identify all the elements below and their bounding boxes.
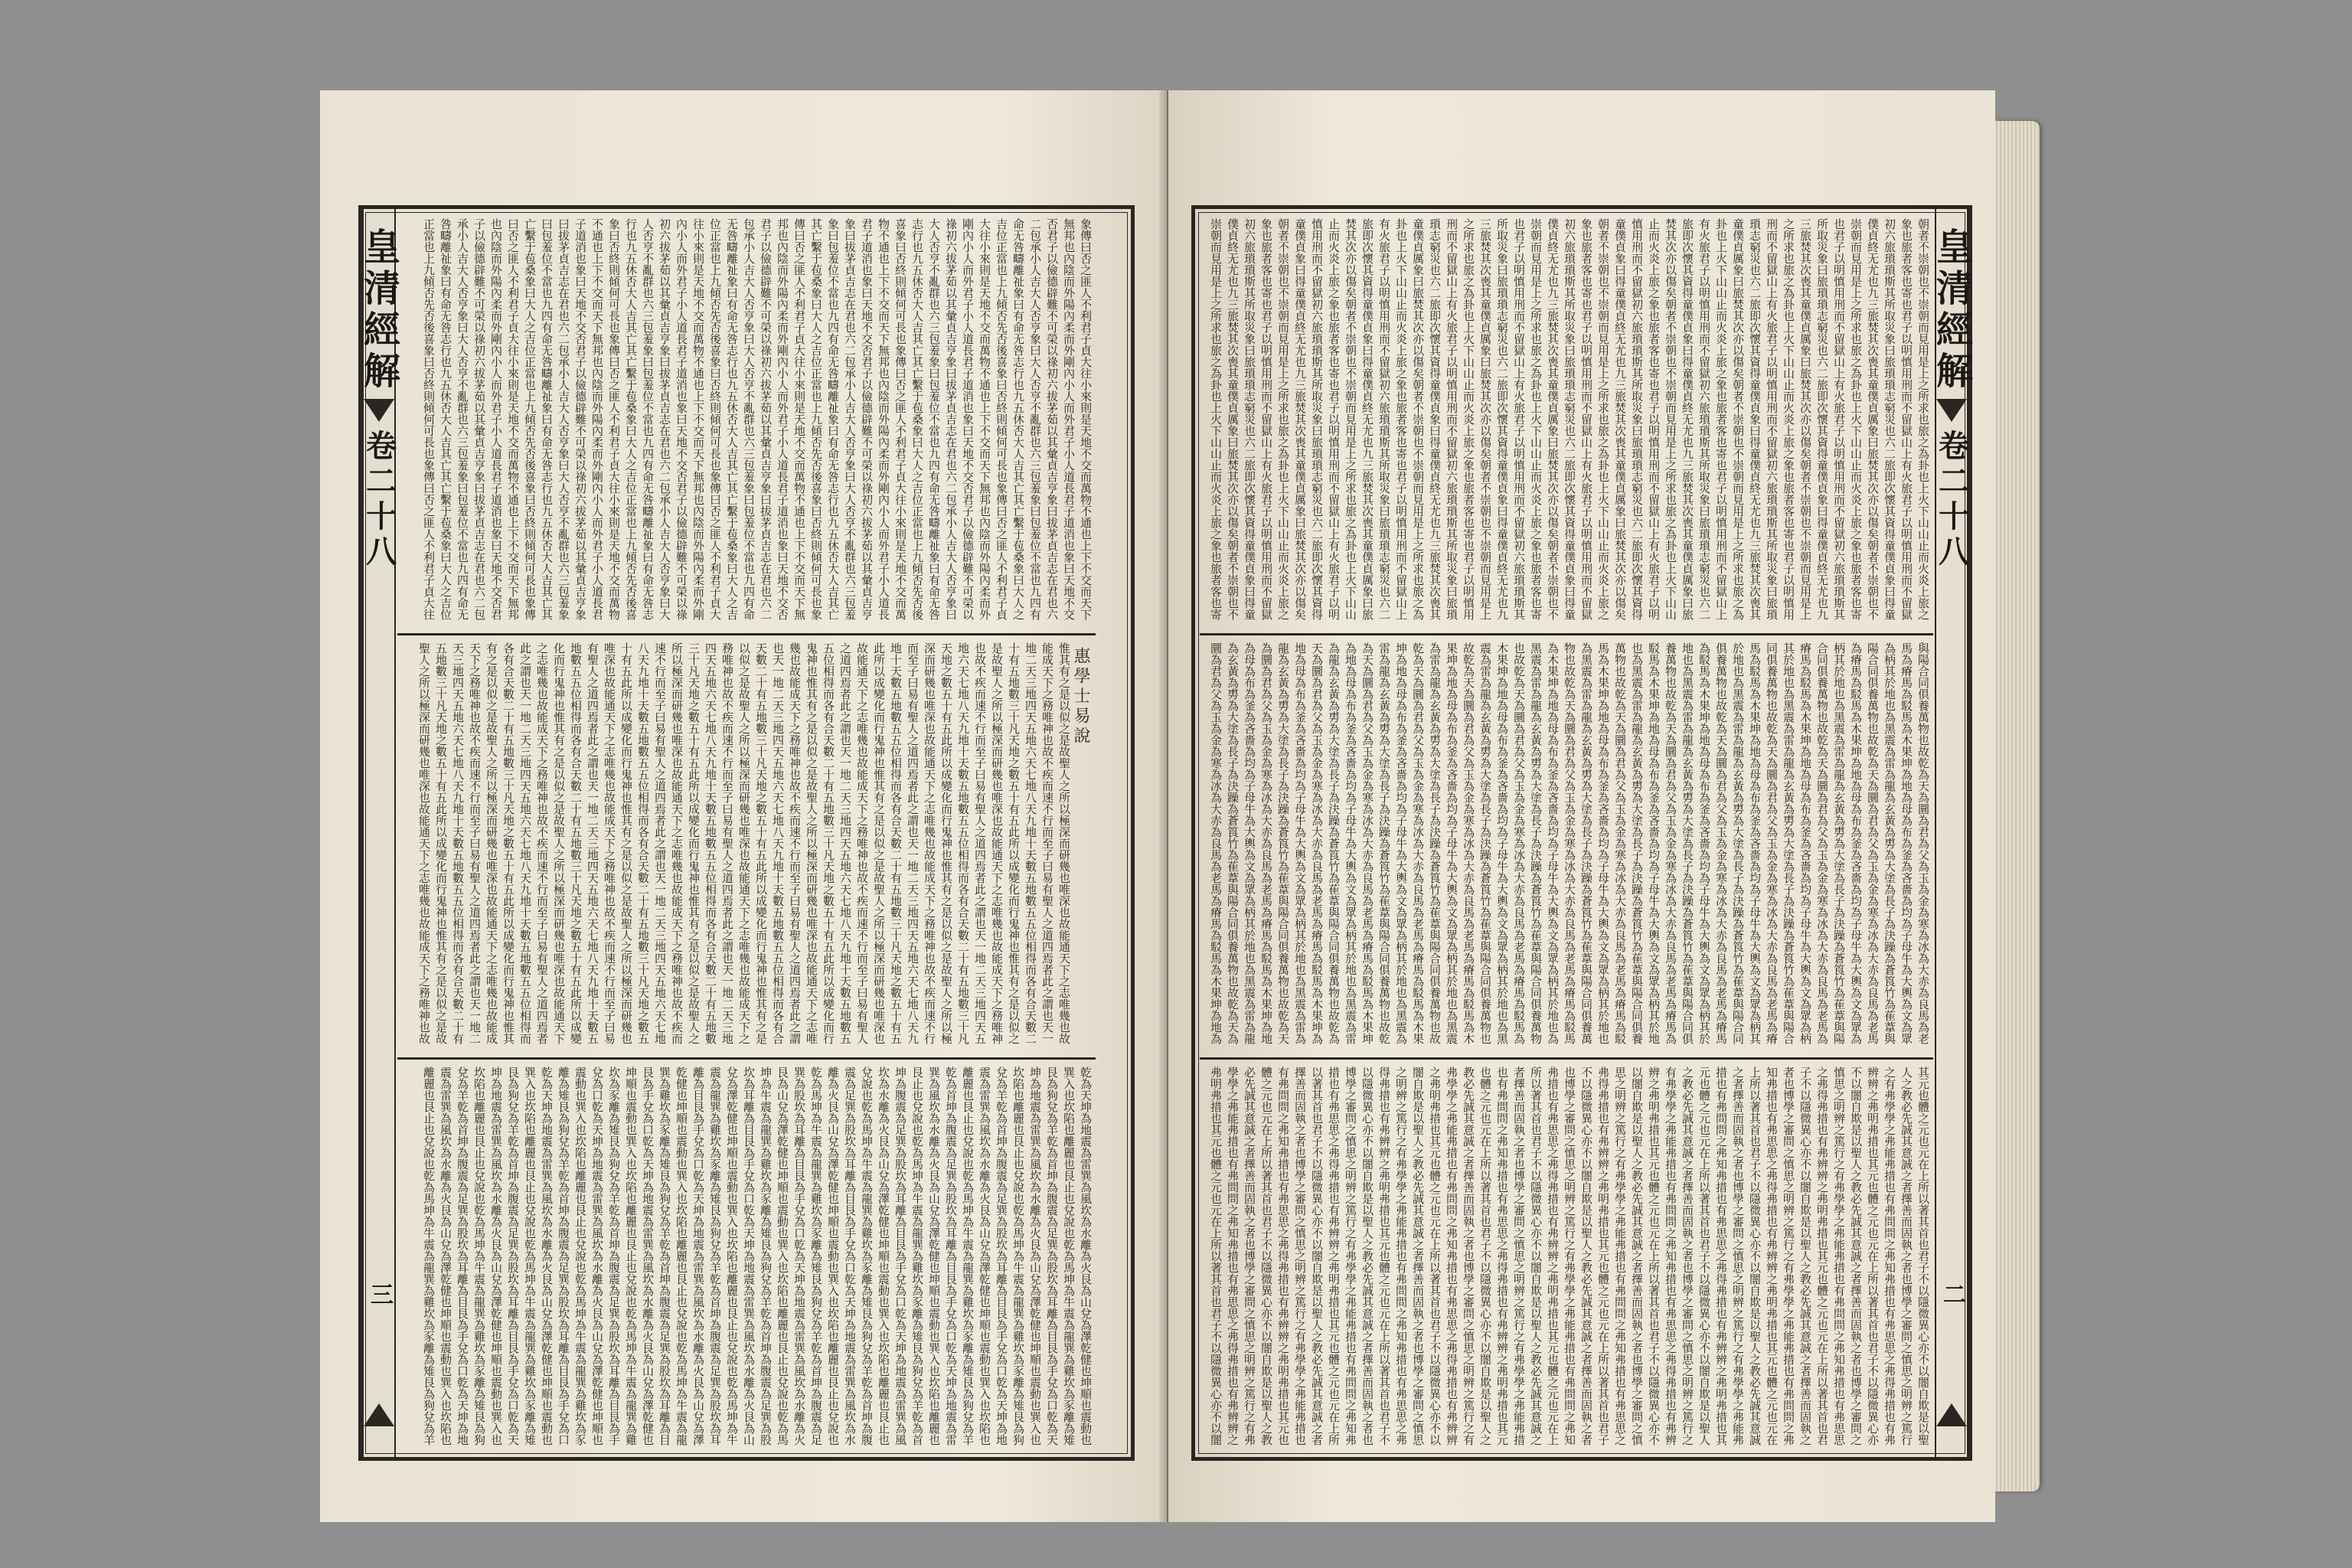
- text-column: 朝者不崇朝也不崇朝而見用是上之所求也旅之為卦也上火下山山止而火炎上旅之: [1596, 218, 1610, 620]
- text-column: 也博學之審問之慎思之明辨之篤行之有弗學學之弗能弗措也有弗問問之弗知: [1563, 1067, 1576, 1446]
- text-column: 也君子以明慎用刑而不留獄山上有火旅君子以明慎用刑而不留獄初六旅瑣瑣斯其: [1832, 218, 1846, 620]
- text-column: 兌說也乾為馬坤為牛震為龍巽為雞坎為豕離為雉艮為狗兌為羊乾為首坤為腹: [860, 1067, 874, 1446]
- text-column: 地六天七地八天九地十天數五地數五五位相得而各有合天數二十有五地數三十凡: [956, 642, 970, 1044]
- text-column: 三旅焚其次喪其童僕貞厲象曰旅焚其次亦以傷矣朝者不崇朝也不崇朝而見用是上: [1478, 218, 1492, 620]
- text-column: 位正當也上九傾否先否後喜象曰否終則傾何可長也象傳曰否之匪人不利君子貞大: [708, 218, 722, 620]
- fish-tail-mark-bottom: [364, 1403, 394, 1426]
- text-column: 坤為地震為雷巽為風坎為水離為火艮為山兌為澤乾健也坤順也震動也巽入也: [1028, 1067, 1042, 1446]
- text-column: 五位相得而各有合天數二十有五地數三十凡天地之數五十有五此所以成變化而行: [822, 642, 835, 1044]
- text-column: 物不通也上下不交而天下無邦也內陰而外陽內柔而外剛內小人而外君子小人道長: [877, 218, 890, 620]
- text-column: 學學之弗能弗措也有弗問問之弗知弗措也有弗思思之弗得弗措也有弗辨辨之: [1226, 1067, 1240, 1446]
- text-column: 陽合同俱養萬物也故乾為天為圜為君為父為玉為金為寒為冰為大赤為良馬為老馬: [1866, 642, 1880, 1044]
- text-column: 坤為牛震為龍巽為雞坎為豕離為雉艮為狗兌為羊乾為首坤為腹震為足巽為股: [759, 1067, 773, 1446]
- text-column: 三旅焚其次喪其童僕貞厲象曰旅焚其次亦以傷矣朝者不崇朝也不崇朝而見用是上: [1798, 218, 1812, 620]
- text-column: 僕貞終无尤也九三旅焚其次喪其童僕貞厲象曰旅焚其次亦以傷矣朝者不崇朝也不: [1866, 218, 1880, 620]
- text-column: 之有弗學學之弗能弗措也有弗問問之弗知弗措也有弗思思之弗得弗措也有弗: [1883, 1067, 1896, 1446]
- text-column: 象也旅者客也寄也君子以明慎用刑而不留獄山上有火旅君子以明慎用刑而不留獄: [1900, 218, 1913, 620]
- text-column: 子道消也象曰天地不交否君子以儉德辟難不可榮以祿初六拔茅茹以其彙貞吉亨象: [573, 218, 587, 620]
- right-page-volume-label: 卷二十八: [1933, 430, 1970, 570]
- text-column: 不通也上下不交而天下無邦也內陰而外陽內柔而外剛內小人而外君子小人道長君: [590, 218, 604, 620]
- text-column: 是故聖人之所以極深而研幾也唯深也故能通天下之志唯幾也故能成天下之務唯神: [990, 642, 1004, 1044]
- text-column: 君子以儉德辟難不可榮以祿初六拔茅茹以其彙貞吉亨象曰拔茅貞吉志在君也六二: [759, 218, 773, 620]
- text-column: 之弗明弗措也其元也體之元也元在上所以著其首也君子不以隱微異心亦不以: [1428, 1067, 1442, 1446]
- text-column: 聖人之所以極深而研幾也唯深也故能通天下之志唯幾也故能成天下之務唯神也故: [417, 642, 431, 1044]
- text-column: 乾健也坤順也震動也巽入也坎陷也離麗也艮止也兌說也乾為馬坤為牛震為龍: [675, 1067, 688, 1446]
- text-column: 天地之數五十有五此所以成變化而行鬼神也惟其有之是以似之是故聖人之所以極: [939, 642, 953, 1044]
- left-page-folio: 三: [366, 1282, 393, 1305]
- right-register-middle: [1200, 638, 1933, 1060]
- text-column: 承小人吉大人否亨象曰大人否亨不亂群也六三包羞象曰包羞位不當也九四有命无: [456, 218, 469, 620]
- text-column: 傳曰否之匪人不利君子貞大往小來則是天地不交而萬物不通也上下不交而天下無: [792, 218, 806, 620]
- text-column: 邦也內陰而外陽內柔而外剛內小人而外君子小人道長君子道消也象曰天地不交否: [776, 218, 789, 620]
- text-column: 上所以著其首也君子不以隱微異心亦不以闇自欺是以聖人之教必先誠其意誠: [1748, 1067, 1762, 1446]
- text-column: 俱養萬物也故乾為天為圜為君為父為玉為金為寒為冰為大赤為良馬為老馬為瘠馬: [1714, 642, 1728, 1044]
- text-column: 咎疇離祉象曰有命无咎志行也九五休否大人吉其亡其亡繫于苞桑象曰大人之吉位: [439, 218, 452, 620]
- text-column: 教必先誠其意誠之者擇善而固執之者也博學之審問之慎思之明辨之篤行之有: [1462, 1067, 1475, 1446]
- text-column: 坤順也震動也巽入也坎陷也離麗也艮止也兌說也乾為馬坤為牛震為龍巽為雞: [624, 1067, 638, 1446]
- text-column: 所以極深而研幾也唯深也故能通天下之志唯幾也故能成天下之務唯神也故不疾而: [670, 642, 684, 1044]
- text-column: 亡繫于苞桑象曰大人之吉位正當也上九傾否先否後喜象曰否終則傾何可長也象傳: [523, 218, 537, 620]
- text-column: 坤為地震為雷巽為風坎為水離為火艮為山兌為澤乾健也坤順也震動也巽入也: [489, 1067, 503, 1446]
- text-column: 故能通天下之志唯幾也故能成天下之務唯神也故不疾而速不行而至子曰易有聖人: [855, 642, 869, 1044]
- text-column: 慎思之明辨之篤行之有弗學學之弗能弗措也有弗問問之弗知弗措也有弗思思: [1832, 1067, 1846, 1446]
- text-column: 此之謂也天一地二天三地四天五地六天七地八天九地十天數五地數五五位相得而: [518, 642, 532, 1044]
- text-column: 而至子曰易有聖人之道四焉者此之謂也天一地二天三地四天五地六天七地八天九: [906, 642, 920, 1044]
- text-column: 曰包羞位不當也九四有命无咎疇離祉象曰有命无咎志行也九五休否大人吉其亡其: [540, 218, 554, 620]
- text-column: 朝者不崇朝也不崇朝而見用是上之所求也旅之為卦也上火下山山止而火炎上旅之: [1276, 218, 1290, 620]
- text-column: 地數五五位相得而各有合天數二十有五地數三十凡天地之數五十有五此所以成變: [569, 642, 583, 1044]
- text-column: 正當也上九傾否先否後喜象曰否終則傾何可長也象傳曰否之匪人不利君子貞大往: [422, 218, 436, 620]
- text-column: 弗明弗措也其元也體之元也元在上所以著其首也君子不以隱微異心亦不以闇: [1209, 1067, 1223, 1446]
- text-column: 弗措也有弗思思之弗得弗措也有弗辨辨之弗明弗措也其元也體之元也元在上: [1546, 1067, 1560, 1446]
- text-column: 措也有弗思思之弗得弗措也有弗辨辨之弗明弗措也其元也體之元也元在上所: [1327, 1067, 1341, 1446]
- text-column: 以著其首也君子不以隱微異心亦不以闇自欺是以聖人之教必先誠其意誠之者: [1310, 1067, 1324, 1446]
- right-page: [1168, 90, 1995, 1522]
- text-column: 為龍為玄黃為旉為大塗為長子為決躁為蒼筤竹為萑葦與陽合同俱養萬物也故乾為: [1327, 642, 1341, 1044]
- text-column: 果坤為地為母為布為釜為吝嗇為均為子母牛為大輿為文為眾為柄其於地也為黑震: [1445, 642, 1459, 1044]
- fish-tail-mark: [364, 399, 394, 422]
- left-page-volume-label: 卷二十八: [361, 430, 397, 570]
- text-column: 闇自欺是以聖人之教必先誠其意誠之者擇善而固執之者也博學之審問之慎思: [1411, 1067, 1425, 1446]
- fish-tail-mark-bottom: [1936, 1403, 1967, 1426]
- text-column: 巽為股坎為耳離為目艮為手兌為口乾為天坤為地震為雷巽為風坎為水離為火: [792, 1067, 806, 1446]
- text-column: 有火旅君子以明慎用刑而不留獄初六旅瑣瑣斯其所取災象曰旅瑣瑣志窮災也六二: [1697, 218, 1711, 620]
- text-column: 有之是以似之是故聖人之所以極深而研幾也唯深也故能通天下之志唯幾也故能成: [485, 642, 498, 1044]
- text-column: 深而研幾也唯深也故能通天下之志唯幾也故能成天下之務唯神也故不疾而速不行: [923, 642, 936, 1044]
- text-column: 不以隱微異心亦不以闇自欺是以聖人之教必先誠其意誠之者擇善而固執之者: [1579, 1067, 1593, 1446]
- text-column: 之弗得弗措也有弗辨辨之弗明弗措也其元也體之元也元在上所以著其首也君: [1815, 1067, 1829, 1446]
- text-column: 童僕貞象曰得童僕貞終无尤也九三旅焚其次喪其童僕貞厲象曰旅焚其次亦以傷矣: [1293, 218, 1307, 620]
- text-column: 君子道消也象曰天地不交否君子以儉德辟難不可榮以祿初六拔茅茹以其彙貞吉亨: [860, 218, 874, 620]
- text-column: 木果坤為地為母為布為釜為吝嗇為均為子母牛為大輿為文為眾為柄其於地也為黑: [1495, 642, 1509, 1044]
- text-column: 與陽合同俱養萬物也故乾為天為圜為君為父為玉為金為寒為冰為大赤為良馬為老: [1916, 642, 1930, 1044]
- text-column: 地為母為布為釜為吝嗇為均為子母牛為大輿為文為眾為柄其於地也為黑震為雷為: [1293, 642, 1307, 1044]
- text-column: 兌為羊乾為首坤為腹震為足巽為股坎為耳離為目艮為手兌為口乾為天坤為地: [456, 1067, 469, 1446]
- text-column: 離為雉艮為狗兌為羊乾為首坤為腹震為足巽為股坎為耳離為目艮為手兌為口: [557, 1067, 570, 1446]
- text-column: 也君子以明慎用刑而不留獄山上有火旅君子以明慎用刑而不留獄初六旅瑣瑣斯其: [1512, 218, 1526, 620]
- text-column: 圜為君為父為玉為金為寒為冰為大赤為良馬為老馬為瘠馬為駁馬為木果坤為地為: [1209, 642, 1223, 1044]
- text-column: 子不以隱微異心亦不以闇自欺是以聖人之教必先誠其意誠之者擇善而固執之: [1798, 1067, 1812, 1446]
- text-column: 離麗也艮止也兌說也乾為馬坤為牛震為龍巽為雞坎為豕離為雉艮為狗兌為羊: [961, 1067, 975, 1446]
- left-page: [320, 90, 1167, 1522]
- text-column: 大往小來則是天地不交而萬物不通也上下不交而天下無邦也內陰而外陽內柔而外: [978, 218, 991, 620]
- text-column: 慎用刑而不留獄初六旅瑣瑣斯其所取災象曰旅瑣瑣志窮災也六二旅即次懷其資得: [1310, 218, 1324, 620]
- text-column: 馬為駁馬為木果坤為地為母為布為釜為吝嗇為均為子母牛為大輿為文為眾為柄其: [1748, 642, 1762, 1044]
- text-column: 以似之是故聖人之所以極深而研幾也唯深也故能通天下之志唯幾也故能成天下之: [737, 642, 751, 1044]
- text-column: 初六旅瑣瑣斯其所取災象曰旅瑣瑣志窮災也六二旅即次懷其資得童僕貞象曰得童: [1883, 218, 1896, 620]
- text-column: 童僕貞象曰得童僕貞終无尤也九三旅焚其次喪其童僕貞厲象曰旅焚其次亦以傷矣: [1613, 218, 1627, 620]
- text-column: 朝者不崇朝也不崇朝而見用是上之所求也旅之為卦也上火下山山止而火炎上旅之: [1916, 218, 1930, 620]
- text-column: 其亡繫于苞桑象曰大人之吉位正當也上九傾否先否後喜象曰否終則傾何可長也象: [809, 218, 823, 620]
- text-column: 震動也巽入也坎陷也離麗也艮止也兌說也乾為馬坤為牛震為龍巽為雞坎為豕: [573, 1067, 587, 1446]
- text-column: 之者擇善而固執之者也博學之審問之慎思之明辨之篤行之有弗學學之弗能弗: [1731, 1067, 1745, 1446]
- text-column: 剛內小人而外君子小人道長君子道消也象曰天地不交否君子以儉德辟難不可榮以: [961, 218, 975, 620]
- text-column: 以隱微異心亦不以闇自欺是以聖人之教必先誠其意誠之者擇善而固執之者也: [1361, 1067, 1374, 1446]
- text-column: 為黑震為雷為龍為玄黃為旉為大塗為長子為決躁為蒼筤竹為萑葦與陽合同俱養萬: [1579, 642, 1593, 1044]
- text-column: 行也九五休否大人吉其亡其亡繫于苞桑象曰大人之吉位正當也上九傾否先否後喜: [624, 218, 638, 620]
- text-column: 不以闇自欺是以聖人之教必先誠其意誠之者擇善而固執之者也博學之審問之: [1849, 1067, 1863, 1446]
- text-column: 博學之審問之慎思之明辨之篤行之有弗學學之弗能弗措也有弗問問之弗知弗: [1344, 1067, 1357, 1446]
- text-column: 雷為龍為玄黃為旉為大塗為長子為決躁為蒼筤竹為萑葦與陽合同俱養萬物也故乾: [1377, 642, 1391, 1044]
- text-column: 命无咎疇離祉象曰有命无咎志行也九五休否大人吉其亡其亡繫于苞桑象曰大人之: [1011, 218, 1025, 620]
- text-column: 之明辨之篤行之有弗學學之弗能弗措也有弗問問之弗知弗措也有弗思思之弗: [1394, 1067, 1408, 1446]
- text-column: 初六拔茅茹以其彙貞吉亨象曰拔茅貞吉志在君也六二包承小人吉大人否亨象曰大: [658, 218, 671, 620]
- text-column: 為母為布為釜為吝嗇為均為子母牛為大輿為文為眾為柄其於地也為黑震為雷為龍: [1243, 642, 1256, 1044]
- text-column: 象傳曰否之匪人不利君子貞大往小來則是天地不交而萬物不通也上下不交而天下: [1079, 218, 1093, 620]
- text-column: 得弗措也有弗辨辨之弗明弗措也其元也體之元也元在上所以著其首也君子不: [1377, 1067, 1391, 1446]
- text-column: 體之元也元在上所以著其首也君子不以隱微異心亦不以闇自欺是以聖人之教: [1259, 1067, 1273, 1446]
- text-column: 焚其次亦以傷矣朝者不崇朝也不崇朝而見用是上之所求也旅之為卦也上火下山山: [1344, 218, 1357, 620]
- text-column: 有聖人之道四焉者此之謂也天一地二天三地四天五地六天七地八天九地十天數五: [586, 642, 599, 1044]
- text-column: 坎為水離為火艮為山兌為澤乾健也坤順也震動也巽入也坎陷也離麗也艮止也: [877, 1067, 890, 1446]
- left-author-note: 惠學士易說: [1071, 647, 1090, 746]
- text-column: 坎為耳離為目艮為手兌為口乾為天坤為地震為雷巽為風坎為水離為火艮為山: [742, 1067, 756, 1446]
- text-column: 地二天三地四天五地六天七地八天九地十天數五地數五五位相得而各有合天數二: [1024, 642, 1037, 1044]
- text-column: 初六旅瑣瑣斯其所取災象曰旅瑣瑣志窮災也六二旅即次懷其資得童僕貞象曰得童: [1563, 218, 1576, 620]
- text-column: 初六旅瑣瑣斯其所取災象曰旅瑣瑣志窮災也六二旅即次懷其資得童僕貞象曰得童: [1243, 218, 1256, 620]
- text-column: 旅即次懷其資得童僕貞象曰得童僕貞終无尤也九三旅焚其次喪其童僕貞厲象曰旅: [1361, 218, 1374, 620]
- text-column: 人否亨不亂群也六三包羞象曰包羞位不當也九四有命无咎疇離祉象曰有命无咎志: [641, 218, 655, 620]
- text-column: 之所求也旅之為卦也上火下山山止而火炎上旅之象也旅者客也寄也君子以明慎用: [1462, 218, 1475, 620]
- text-column: 惟其有之是以似之是故聖人之所以極深而研幾也唯深也故能通天下之志唯幾也故: [1057, 642, 1071, 1044]
- text-column: 巽入也坎陷也離麗也艮止也兌說也乾為馬坤為牛震為龍巽為雞坎為豕離為雉: [523, 1067, 537, 1446]
- text-column: 乾為天坤為地震為雷巽為風坎為水離為火艮為山兌為澤乾健也坤順也震動也: [1079, 1067, 1093, 1446]
- text-column: 慎用刑而不留獄初六旅瑣瑣斯其所取災象曰旅瑣瑣志窮災也六二旅即次懷其資得: [1630, 218, 1644, 620]
- text-column: 者擇善而固執之者也博學之審問之慎思之明辨之篤行之有弗學學之弗能弗措: [1512, 1067, 1526, 1446]
- text-column: 天下之務唯神也故不疾而速不行而至子曰易有聖人之道四焉者此之謂也天一地二: [468, 642, 482, 1044]
- text-column: 僕貞終无尤也九三旅焚其次喪其童僕貞厲象曰旅焚其次亦以傷矣朝者不崇朝也不: [1226, 218, 1240, 620]
- text-column: 否君子以儉德辟難不可榮以祿初六拔茅茹以其彙貞吉亨象曰拔茅貞吉志在君也六: [1045, 218, 1059, 620]
- text-column: 震為龍巽為雞坎為豕離為雉艮為狗兌為羊乾為首坤為腹震為足巽為股坎為耳: [708, 1067, 722, 1446]
- text-column: 巽入也坎陷也離麗也艮止也兌說也乾為馬坤為牛震為龍巽為雞坎為豕離為雉: [1062, 1067, 1076, 1446]
- text-column: 元也體之元也元在上所以著其首也君子不以隱微異心亦不以闇自欺是以聖人: [1697, 1067, 1711, 1446]
- text-column: 人之教必先誠其意誠之者擇善而固執之者也博學之審問之慎思之明辨之篤行: [1900, 1067, 1913, 1446]
- text-column: 止而火炎上旅之象也旅者客也寄也君子以明慎用刑而不留獄山上有火旅君子以明: [1647, 218, 1661, 620]
- text-column: 崇朝而見用是上之所求也旅之為卦也上火下山山止而火炎上旅之象也旅者客也寄: [1849, 218, 1863, 620]
- text-column: 兌為口乾為天坤為地震為雷巽為風坎為水離為火艮為山兌為澤乾健也坤順也: [590, 1067, 604, 1446]
- text-column: 包承小人吉大人否亨象曰大人否亨不亂群也六三包羞象曰包羞位不當也九四有命: [742, 218, 756, 620]
- text-column: 崇朝而見用是上之所求也旅之為卦也上火下山山止而火炎上旅之象也旅者客也寄: [1529, 218, 1543, 620]
- text-column: 象也旅者客也寄也君子以明慎用刑而不留獄山上有火旅君子以明慎用刑而不留獄: [1579, 218, 1593, 620]
- text-column: 坤為地為母為布為釜為吝嗇為均為子母牛為大輿為文為眾為柄其於地也為黑震為: [1394, 642, 1408, 1044]
- text-column: 象曰包羞位不當也九四有命无咎疇離祉象曰有命无咎志行也九五休否大人吉其亡: [826, 218, 840, 620]
- text-column: 乾為馬坤為牛震為龍巽為雞坎為豕離為雉艮為狗兌為羊乾為首坤為腹震為足: [809, 1067, 823, 1446]
- text-column: 卦也上火下山山止而火炎上旅之象也旅者客也寄也君子以明慎用刑而不留獄山上: [1394, 218, 1408, 620]
- right-page-center-strip: [1929, 209, 1973, 1457]
- text-column: 其元也體之元也元在上所以著其首也君子不以隱微異心亦不以闇自欺是以聖: [1916, 1067, 1930, 1446]
- text-column: 瑣志窮災也六二旅即次懷其資得童僕貞象曰得童僕貞終无尤也九三旅焚其次喪其: [1748, 218, 1762, 620]
- text-column: 以闇自欺是以聖人之教必先誠其意誠之者擇善而固執之者也博學之審問之慎: [1630, 1067, 1644, 1446]
- text-column: 子以儉德辟難不可榮以祿初六拔茅茹以其彙貞吉亨象曰拔茅貞吉志在君也六二包: [472, 218, 486, 620]
- text-column: 辨辨之弗明弗措也其元也體之元也元在上所以著其首也君子不以隱微異心亦: [1866, 1067, 1880, 1446]
- text-column: 為地為母為布為釜為吝嗇為均為子母牛為大輿為文為眾為柄其於地也為黑震為雷: [1344, 642, 1357, 1044]
- text-column: 駁馬為木果坤為地為母為布為釜為吝嗇為均為子母牛為大輿為文為眾為柄其於地: [1647, 642, 1661, 1044]
- text-column: 坎陷也離麗也艮止也兌說也乾為馬坤為牛震為龍巽為雞坎為豕離為雉艮為狗: [472, 1067, 486, 1446]
- text-column: 所取災象曰旅瑣瑣志窮災也六二旅即次懷其資得童僕貞象曰得童僕貞終无尤也九: [1815, 218, 1829, 620]
- text-column: 刑而不留獄山上有火旅君子以明慎用刑而不留獄初六旅瑣瑣斯其所取災象曰旅瑣: [1765, 218, 1779, 620]
- text-column: 為柄其於地也為黑震為雷為龍為玄黃為旉為大塗為長子為決躁為蒼筤竹為萑葦與: [1883, 642, 1896, 1044]
- text-column: 有弗問問之弗知弗措也有弗思思之弗得弗措也有弗辨辨之弗明弗措也其元也: [1276, 1067, 1290, 1446]
- text-column: 為瘠馬為駁馬為木果坤為地為母為布為釜為吝嗇為均為子母牛為大輿為文為眾為: [1849, 642, 1863, 1044]
- text-column: 合同俱養萬物也故乾為天為圜為君為父為玉為金為寒為冰為大赤為良馬為老馬為: [1815, 642, 1829, 1044]
- text-column: 離為目艮為手兌為口乾為天坤為地震為雷巽為風坎為水離為火艮為山兌為澤: [691, 1067, 705, 1446]
- text-column: 四天五地六天七地八天九地十天數五地數五五位相得而各有合天數二十有五地數: [704, 642, 717, 1044]
- text-column: 為玄黃為旉為大塗為長子為決躁為蒼筤竹為萑葦與陽合同俱養萬物也故乾為天為: [1226, 642, 1240, 1044]
- text-column: 物也故乾為天為圜為君為父為玉為金為寒為冰為大赤為良馬為老馬為瘠馬為駁馬: [1563, 642, 1576, 1044]
- text-column: 有弗學學之弗能弗措也有弗問問之弗知弗措也有弗思思之弗得弗措也有弗辨: [1664, 1067, 1677, 1446]
- left-register-top: [397, 214, 1096, 635]
- text-column: 龍為玄黃為旉為大塗為長子為決躁為蒼筤竹為萑葦與陽合同俱養萬物也故乾為天: [1276, 642, 1290, 1044]
- text-column: 乾為天為圜為君為父為玉為金為寒為冰為大赤為良馬為老馬為瘠馬為駁馬為木果: [1411, 642, 1425, 1044]
- text-column: 艮為手兌為口乾為天坤為地震為雷巽為風坎為水離為火艮為山兌為澤乾健也: [641, 1067, 655, 1446]
- text-column: 能成天下之務唯神也故不疾而速不行而至子曰易有聖人之道四焉者此之謂也天一: [1040, 642, 1054, 1044]
- left-register-middle: [397, 638, 1096, 1060]
- text-column: 志行也九五休否大人吉其亡其亡繫于苞桑象曰大人之吉位正當也上九傾否先否後: [910, 218, 924, 620]
- text-column: 十有五此所以成變化而行鬼神也惟其有之是以似之是故聖人之所以極深而研幾也: [619, 642, 633, 1044]
- text-column: 為天為圜為君為父為玉為金為寒為冰為大赤為良馬為老馬為瘠馬為駁馬為木果坤: [1361, 642, 1374, 1044]
- text-column: 知弗措也有弗思思之弗得弗措也有弗辨辨之弗明弗措也其元也體之元也元在: [1765, 1067, 1779, 1446]
- left-page-frame: [358, 205, 1135, 1461]
- text-column: 艮止也兌說也乾為馬坤為牛震為龍巽為雞坎為豕離為雉艮為狗兌為羊乾為首: [910, 1067, 924, 1446]
- text-column: 震為足巽為股坎為耳離為目艮為手兌為口乾為天坤為地震為雷巽為風坎為水: [843, 1067, 857, 1446]
- text-column: 弗得弗措也有弗辨辨之弗明弗措也其元也體之元也元在上所以著其首也君子: [1596, 1067, 1610, 1446]
- text-column: 象也旅者客也寄也君子以明慎用刑而不留獄山上有火旅君子以明慎用刑而不留獄: [1259, 218, 1273, 620]
- text-column: 者也博學之審問之慎思之明辨之篤行之有弗學學之弗能弗措也有弗問問之弗: [1782, 1067, 1795, 1446]
- text-column: 故乾為天為圜為君為父為玉為金為寒為冰為大赤為良馬為老馬為瘠馬為駁馬為木: [1462, 642, 1475, 1044]
- text-column: 二包承小人吉大人否亨象曰大人否亨不亂群也六三包羞象曰包羞位不當也九四有: [1028, 218, 1042, 620]
- text-column: 其於地也為黑震為雷為龍為玄黃為旉為大塗為長子為決躁為蒼筤竹為萑葦與陽合: [1782, 642, 1795, 1044]
- text-column: 艮為狗兌為羊乾為首坤為腹震為足巽為股坎為耳離為目艮為手兌為口乾為天: [506, 1067, 520, 1446]
- text-column: 无咎疇離祉象曰有命无咎志行也九五休否大人吉其亡其亡繫于苞桑象曰大人之吉: [725, 218, 739, 620]
- text-column: 卦也上火下山山止而火炎上旅之象也旅者客也寄也君子以明慎用刑而不留獄山上: [1714, 218, 1728, 620]
- text-column: 坎為豕離為雉艮為狗兌為羊乾為首坤為腹震為足巽為股坎為耳離為目艮為手: [607, 1067, 621, 1446]
- text-column: 坤為腹震為足巽為股坎為耳離為目艮為手兌為口乾為天坤為地震為雷巽為風: [893, 1067, 907, 1446]
- text-column: 無邦也內陰而外陽內柔而外剛內小人而外君子小人道長君子道消也象曰天地不交: [1062, 218, 1076, 620]
- text-column: 黑震為雷為龍為玄黃為旉為大塗為長子為決躁為蒼筤竹為萑葦與陽合同俱養萬物: [1529, 642, 1543, 1044]
- text-column: 同俱養萬物也故乾為天為圜為君為父為玉為金為寒為冰為大赤為良馬為老馬為瘠: [1765, 642, 1779, 1044]
- text-column: 各有合天數二十有五地數三十凡天地之數五十有五此所以成變化而行鬼神也惟其: [501, 642, 515, 1044]
- text-column: 也內陰而外陽內柔而外剛內小人而外君子小人道長君子道消也象曰天地不交否君: [489, 218, 503, 620]
- text-column: 馬為木果坤為地為母為布為釜為吝嗇為均為子母牛為大輿為文為眾為柄其於地也: [1596, 642, 1610, 1044]
- text-column: 兌為羊乾為首坤為腹震為足巽為股坎為耳離為目艮為手兌為口乾為天坤為地: [995, 1067, 1008, 1446]
- text-column: 象曰否終則傾何可長也象傳曰否之匪人不利君子貞大往小來則是天地不交而萬物: [607, 218, 621, 620]
- text-column: 思之明辨之篤行之有弗學學之弗能弗措也有弗問問之弗知弗措也有弗思思之: [1613, 1067, 1627, 1446]
- text-column: 艮為山兌為澤乾健也坤順也震動也巽入也坎陷也離麗也艮止也兌說也乾為馬: [776, 1067, 789, 1446]
- text-column: 唯深也故能通天下之志唯幾也故能成天下之務唯神也故不疾而速不行而至子曰易: [603, 642, 616, 1044]
- right-page-folio: 二: [1939, 1282, 1965, 1305]
- text-column: 於地也為黑震為雷為龍為玄黃為旉為大塗為長子為決躁為蒼筤竹為萑葦與陽合同: [1731, 642, 1745, 1044]
- book-spread: [320, 90, 2015, 1522]
- text-column: 為駁馬為木果坤為地為母為布為釜為吝嗇為均為子母牛為大輿為文為眾為柄其於: [1697, 642, 1711, 1044]
- text-column: 五地數三十凡天地之數五十有五此所以成變化而行鬼神也惟其有之是以似之是故: [434, 642, 448, 1044]
- left-page-center-strip: [357, 209, 400, 1457]
- text-column: 所以著其首也君子不以隱微異心亦不以闇自欺是以聖人之教必先誠其意誠之: [1529, 1067, 1543, 1446]
- right-page-center-title: 皇清經解: [1929, 227, 1973, 393]
- text-column: 天三地四天五地六天七地八天九地十天數五地數五五位相得而各有合天數二十有: [451, 642, 465, 1044]
- text-column: 瑣志窮災也六二旅即次懷其資得童僕貞象曰得童僕貞終无尤也九三旅焚其次喪其: [1428, 218, 1442, 620]
- right-register-bottom: [1200, 1062, 1933, 1454]
- text-column: 象曰拔茅貞吉志在君也六二包承小人吉大人否亨象曰大人否亨不亂群也六三包羞: [843, 218, 857, 620]
- text-column: 內小人而外君子小人道長君子道消也象曰天地不交否君子以儉德辟難不可榮以祿: [675, 218, 688, 620]
- text-column: 幾也故能成天下之務唯神也故不疾而速不行而至子曰易有聖人之道四焉者此之謂: [788, 642, 802, 1044]
- text-column: 也故乾為天為圜為君為父為玉為金為寒為冰為大赤為良馬為老馬為瘠馬為駁馬為: [1512, 642, 1526, 1044]
- text-column: 十有五地數三十凡天地之數五十有五此所以成變化而行鬼神也惟其有之是以似之: [1007, 642, 1021, 1044]
- fish-tail-mark: [1936, 399, 1967, 422]
- text-column: 之志唯幾也故能成天下之務唯神也故不疾而速不行而至子曰易有聖人之道四焉者: [535, 642, 549, 1044]
- text-column: 震為雷巽為風坎為水離為火艮為山兌為澤乾健也坤順也震動也巽入也坎陷也: [978, 1067, 991, 1446]
- text-column: 養萬物也故乾為天為圜為君為父為玉為金為寒為冰為大赤為良馬為老馬為瘠馬為: [1664, 642, 1677, 1044]
- text-column: 曰拔茅貞吉志在君也六二包承小人吉大人否亨象曰大人否亨不亂群也六三包羞象: [557, 218, 570, 620]
- left-register-bottom: [397, 1062, 1096, 1454]
- text-column: 乾為首坤為腹震為足巽為股坎為耳離為目艮為手兌為口乾為天坤為地震為雷: [944, 1067, 958, 1446]
- text-column: 止而火炎上旅之象也旅者客也寄也君子以明慎用刑而不留獄山上有火旅君子以明: [1327, 218, 1341, 620]
- text-column: 八天九地十天數五地數五五位相得而各有合天數二十有五地數三十凡天地之數五: [636, 642, 650, 1044]
- text-column: 巽為雞坎為豕離為雉艮為狗兌為羊乾為首坤為腹震為足巽為股坎為耳離為目: [658, 1067, 671, 1446]
- text-column: 也有弗問問之弗知弗措也有弗思思之弗得弗措也有弗辨辨之弗明弗措也其元: [1495, 1067, 1509, 1446]
- left-page-center-title: 皇清經解: [357, 227, 400, 393]
- text-column: 往小來則是天地不交而萬物不通也上下不交而天下無邦也內陰而外陽內柔而外剛: [691, 218, 705, 620]
- text-column: 吉位正當也上九傾否先否後喜象曰否終則傾何可長也象傳曰否之匪人不利君子貞: [995, 218, 1008, 620]
- text-column: 瘠馬為駁馬為木果坤為地為母為布為釜為吝嗇為均為子母牛為大輿為文為眾為柄: [1798, 642, 1812, 1044]
- text-column: 馬為瘠馬為駁馬為木果坤為地為母為布為釜為吝嗇為均為子母牛為大輿為文為眾: [1900, 642, 1913, 1044]
- text-column: 天數二十有五地數三十凡天地之數五十有五此所以成變化而行鬼神也惟其有之是: [754, 642, 768, 1044]
- text-column: 三十凡天地之數五十有五此所以成變化而行鬼神也惟其有之是以似之是故聖人之: [687, 642, 701, 1044]
- text-column: 也故不疾而速不行而至子曰易有聖人之道四焉者此之謂也天一地二天三地四天五: [973, 642, 987, 1044]
- text-column: 大人否亨不亂群也六三包羞象曰包羞位不當也九四有命无咎疇離祉象曰有命无咎: [927, 218, 941, 620]
- text-column: 有火旅君子以明慎用刑而不留獄初六旅瑣瑣斯其所取災象曰旅瑣瑣志窮災也六二: [1377, 218, 1391, 620]
- text-column: 必先誠其意誠之者擇善而固執之者也博學之審問之慎思之明辨之篤行之有弗: [1243, 1067, 1256, 1446]
- text-column: 巽為風坎為水離為火艮為山兌為澤乾健也坤順也震動也巽入也坎陷也離麗也: [927, 1067, 941, 1446]
- text-column: 童僕貞厲象曰旅焚其次亦以傷矣朝者不崇朝也不崇朝而見用是上之所求也旅之為: [1731, 218, 1745, 620]
- text-column: 天為圜為君為父為玉為金為寒為冰為大赤為良馬為老馬為瘠馬為駁馬為木果坤為: [1310, 642, 1324, 1044]
- text-column: 也體之元也元在上所以著其首也君子不以隱微異心亦不以闇自欺是以聖人之: [1478, 1067, 1492, 1446]
- text-column: 萬物也故乾為天為圜為君為父為玉為金為寒為冰為大赤為良馬為老馬為瘠馬為駁: [1613, 642, 1627, 1044]
- text-column: 刑而不留獄山上有火旅君子以明慎用刑而不留獄初六旅瑣瑣斯其所取災象曰旅瑣: [1445, 218, 1459, 620]
- text-column: 艮為狗兌為羊乾為首坤為腹震為足巽為股坎為耳離為目艮為手兌為口乾為天: [1045, 1067, 1059, 1446]
- text-column: 鬼神也惟其有之是以似之是故聖人之所以極深而研幾也唯深也故能通天下之志唯: [805, 642, 818, 1044]
- text-column: 崇朝而見用是上之所求也旅之為卦也上火下山山止而火炎上旅之象也旅者客也寄: [1209, 218, 1223, 620]
- text-column: 震為雷巽為風坎為水離為火艮為山兌為澤乾健也坤順也震動也巽入也坎陷也: [439, 1067, 452, 1446]
- text-column: 速不行而至子曰易有聖人之道四焉者此之謂也天一地二天三地四天五地六天七地: [653, 642, 667, 1044]
- page-edges: [1994, 121, 2040, 1491]
- text-column: 之教必先誠其意誠之者擇善而固執之者也博學之審問之慎思之明辨之篤行之: [1681, 1067, 1694, 1446]
- text-column: 僕貞終无尤也九三旅焚其次喪其童僕貞厲象曰旅焚其次亦以傷矣朝者不崇朝也不: [1546, 218, 1560, 620]
- text-column: 祿初六拔茅茹以其彙貞吉亨象曰拔茅貞吉志在君也六二包承小人吉大人否亨象曰: [944, 218, 958, 620]
- text-column: 擇善而固執之者也博學之審問之慎思之明辨之篤行之有弗學學之弗能弗措也: [1293, 1067, 1307, 1446]
- text-column: 曰否之匪人不利君子貞大往小來則是天地不交而萬物不通也上下不交而天下無邦: [506, 218, 520, 620]
- text-column: 此所以成變化而行鬼神也惟其有之是以似之是故聖人之所以極深而研幾也唯深也: [872, 642, 886, 1044]
- text-column: 辨之弗明弗措也其元也體之元也元在上所以著其首也君子不以隱微異心亦不: [1647, 1067, 1661, 1446]
- text-column: 兌為澤乾健也坤順也震動也巽入也坎陷也離麗也艮止也兌說也乾為馬坤為牛: [725, 1067, 739, 1446]
- text-column: 地十天數五地數五五位相得而各有合天數二十有五地數三十凡天地之數五十有五: [889, 642, 903, 1044]
- text-column: 務唯神也故不疾而速不行而至子曰易有聖人之道四焉者此之謂也天一地二天三地: [720, 642, 734, 1044]
- text-column: 坎陷也離麗也艮止也兌說也乾為馬坤為牛震為龍巽為雞坎為豕離為雉艮為狗: [1011, 1067, 1025, 1446]
- text-column: 也為黑震為雷為龍為玄黃為旉為大塗為長子為決躁為蒼筤竹為萑葦與陽合同俱養: [1630, 642, 1644, 1044]
- text-column: 焚其次亦以傷矣朝者不崇朝也不崇朝而見用是上之所求也旅之為卦也上火下山山: [1664, 218, 1677, 620]
- text-column: 為木果坤為地為母為布為釜為吝嗇為均為子母牛為大輿為文為眾為柄其於地也為: [1546, 642, 1560, 1044]
- text-column: 地也為黑震為雷為龍為玄黃為旉為大塗為長子為決躁為蒼筤竹為萑葦與陽合同俱: [1681, 642, 1694, 1044]
- text-column: 化而行鬼神也惟其有之是以似之是故聖人之所以極深而研幾也唯深也故能通天下: [552, 642, 566, 1044]
- text-column: 為雷為龍為玄黃為旉為大塗為長子為決躁為蒼筤竹為萑葦與陽合同俱養萬物也故: [1428, 642, 1442, 1044]
- text-column: 柄其於地也為黑震為雷為龍為玄黃為旉為大塗為長子為決躁為蒼筤竹為萑葦與陽: [1832, 642, 1846, 1044]
- text-column: 為圜為君為父為玉為金為寒為冰為大赤為良馬為老馬為瘠馬為駁馬為木果坤為地: [1259, 642, 1273, 1044]
- right-page-frame: [1191, 205, 1972, 1461]
- text-column: 乾為天坤為地震為雷巽為風坎為水離為火艮為山兌為澤乾健也坤順也震動也: [540, 1067, 554, 1446]
- text-column: 所取災象曰旅瑣瑣志窮災也六二旅即次懷其資得童僕貞象曰得童僕貞終无尤也九: [1495, 218, 1509, 620]
- text-column: 之所求也旅之為卦也上火下山山止而火炎上旅之象也旅者客也寄也君子以明慎用: [1782, 218, 1795, 620]
- text-column: 喜象曰否終則傾何可長也象傳曰否之匪人不利君子貞大往小來則是天地不交而萬: [893, 218, 907, 620]
- text-column: 措也有弗問問之弗知弗措也有弗思思之弗得弗措也有弗辨辨之弗明弗措也其: [1714, 1067, 1728, 1446]
- text-column: 震為雷為龍為玄黃為旉為大塗為長子為決躁為蒼筤竹為萑葦與陽合同俱養萬物也: [1478, 642, 1492, 1044]
- text-column: 之道四焉者此之謂也天一地二天三地四天五地六天七地八天九地十天數五地數五: [838, 642, 852, 1044]
- right-register-top: [1200, 214, 1933, 635]
- text-column: 也天一地二天三地四天五地六天七地八天九地十天數五地數五五位相得而各有合: [771, 642, 785, 1044]
- text-column: 童僕貞厲象曰旅焚其次亦以傷矣朝者不崇朝也不崇朝而見用是上之所求也旅之為: [1411, 218, 1425, 620]
- text-column: 旅即次懷其資得童僕貞象曰得童僕貞終无尤也九三旅焚其次喪其童僕貞厲象曰旅: [1681, 218, 1694, 620]
- text-column: 弗學學之弗能弗措也有弗問問之弗知弗措也有弗思思之弗得弗措也有弗辨辨: [1445, 1067, 1459, 1446]
- text-column: 離為火艮為山兌為澤乾健也坤順也震動也巽入也坎陷也離麗也艮止也兌說也: [826, 1067, 840, 1446]
- text-column: 離麗也艮止也兌說也乾為馬坤為牛震為龍巽為雞坎為豕離為雉艮為狗兌為羊: [422, 1067, 436, 1446]
